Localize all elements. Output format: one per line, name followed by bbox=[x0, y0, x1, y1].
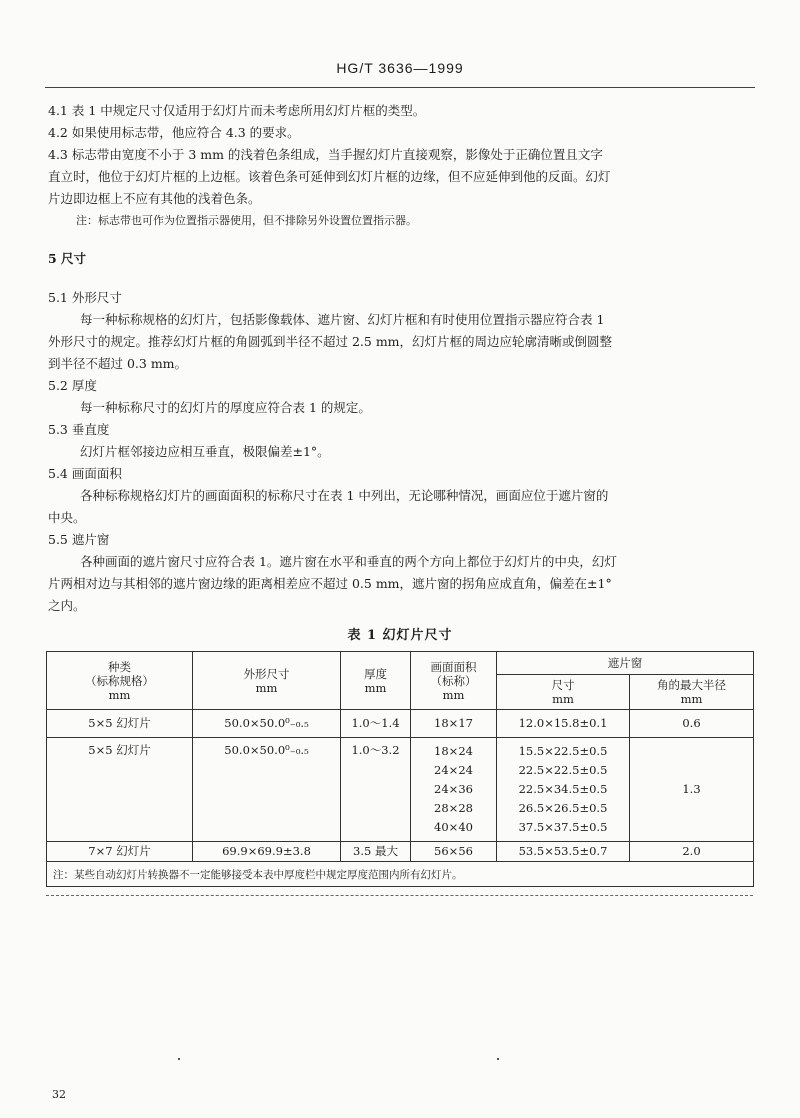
cell-area-list bbox=[411, 738, 497, 842]
header-mask-size: 尺寸 mm bbox=[497, 675, 630, 710]
cell-corner-radius: 1.3 bbox=[630, 738, 754, 842]
scan-speck bbox=[178, 1058, 180, 1060]
mask-value: 22.5×22.5±0.5 bbox=[518, 763, 608, 777]
table-note: 注：某些自动幻灯片转换器不一定能够接受本表中厚度栏中规定厚度范围内所有幻灯片。 bbox=[47, 862, 754, 887]
table-row bbox=[47, 738, 754, 842]
area-value: 24×24 bbox=[434, 763, 473, 777]
header-mask-window: 遮片窗 bbox=[497, 652, 754, 675]
clause-5-5-line: 片两相对边与其相邻的遮片窗边缘的距离相差应不超过 0.5 mm，遮片窗的拐角应成直角，偏差在±1° bbox=[48, 576, 612, 591]
cell-outer: 69.9×69.9±3.8 bbox=[193, 842, 341, 862]
scan-speck bbox=[497, 1058, 499, 1060]
cell-mask-size: 53.5×53.5±0.7 bbox=[497, 842, 630, 862]
clause-5-4-line: 中央。 bbox=[48, 510, 86, 525]
clause-5-2-line: 每一种标称尺寸的幻灯片的厚度应符合表 1 的规定。 bbox=[80, 400, 371, 415]
clause-5-3-line: 幻灯片框邻接边应相互垂直，极限偏差±1°。 bbox=[80, 444, 330, 459]
cell-thickness: 1.0～3.2 bbox=[341, 738, 411, 842]
clause-5-5-line: 各种画面的遮片窗尺寸应符合表 1。遮片窗在水平和垂直的两个方向上都位于幻灯片的中央，幻灯 bbox=[80, 554, 617, 569]
area-value: 24×36 bbox=[434, 782, 473, 796]
clause-5-5-line: 之内。 bbox=[48, 598, 86, 613]
cell-thickness: 3.5 最大 bbox=[341, 842, 411, 862]
area-value: 40×40 bbox=[434, 820, 473, 834]
clause-4-3-line: 片边即边框上不应有其他的浅着色条。 bbox=[48, 191, 261, 206]
clause-5-4-title: 5.4 画面面积 bbox=[48, 466, 122, 481]
cell-mask-size: 12.0×15.8±0.1 bbox=[497, 710, 630, 738]
slide-dimensions-table bbox=[46, 651, 754, 887]
page-number: 32 bbox=[52, 1088, 66, 1101]
clause-4-3-line: 4.3 标志带由宽度不小于 3 mm 的浅着色条组成，当手握幻灯片直接观察，影像处于正确位置且文字 bbox=[48, 147, 603, 162]
cell-thickness: 1.0～1.4 bbox=[341, 710, 411, 738]
clause-5-1-line: 到半径不超过 0.3 mm。 bbox=[48, 356, 188, 371]
clauses-4 bbox=[48, 100, 730, 232]
header-rule bbox=[45, 87, 755, 88]
cell-corner-radius: 2.0 bbox=[630, 842, 754, 862]
clause-5-3-title: 5.3 垂直度 bbox=[48, 422, 110, 437]
mask-value: 37.5×37.5±0.5 bbox=[518, 820, 608, 834]
cell-mask-list bbox=[497, 738, 630, 842]
clause-5-1-title: 5.1 外形尺寸 bbox=[48, 290, 122, 305]
cell-corner-radius: 0.6 bbox=[630, 710, 754, 738]
page-header-code: HG/T 3636—1999 bbox=[336, 60, 464, 76]
cell-area: 18×17 bbox=[411, 710, 497, 738]
section-5-title: 5 尺寸 bbox=[48, 251, 87, 266]
mask-value: 22.5×34.5±0.5 bbox=[518, 782, 608, 796]
cell-outer: 50.0×50.0⁰₋₀.₅ bbox=[193, 710, 341, 738]
clause-5-1-line: 每一种标称规格的幻灯片，包括影像载体、遮片窗、幻灯片框和有时使用位置指示器应符合表 1 bbox=[80, 312, 605, 327]
header-mask-corner-radius: 角的最大半径 mm bbox=[630, 675, 754, 710]
area-value: 28×28 bbox=[434, 801, 473, 815]
table-row bbox=[47, 842, 754, 862]
clause-5-5-title: 5.5 遮片窗 bbox=[48, 532, 110, 547]
clause-4-3-line: 直立时，他位于幻灯片框的上边框。该着色条可延伸到幻灯片框的边缘，但不应延伸到他的反面。幻灯 bbox=[48, 169, 611, 184]
clause-5-4-line: 各种标称规格幻灯片的画面面积的标称尺寸在表 1 中列出，无论哪种情况，画面应位于遮片窗的 bbox=[80, 488, 609, 503]
mask-value: 26.5×26.5±0.5 bbox=[518, 801, 608, 815]
note-marker-band: 注：标志带也可作为位置指示器使用，但不排除另外设置位置指示器。 bbox=[76, 214, 417, 227]
header-thickness: 厚度 mm bbox=[341, 652, 411, 710]
header-type: 种类 （标称规格） mm bbox=[47, 652, 193, 710]
clause-5-2-title: 5.2 厚度 bbox=[48, 378, 97, 393]
table-row bbox=[47, 710, 754, 738]
clause-5-1-line: 外形尺寸的规定。推荐幻灯片框的角圆弧到半径不超过 2.5 mm，幻灯片框的周边应轮廓清晰或倒圆整 bbox=[48, 334, 613, 349]
header-outer-dimensions: 外形尺寸 mm bbox=[193, 652, 341, 710]
section-5-body bbox=[48, 287, 730, 617]
table-caption: 表 1 幻灯片尺寸 bbox=[347, 628, 453, 643]
table-bottom-rule bbox=[46, 895, 753, 896]
header-picture-area: 画面面积 （标称） mm bbox=[411, 652, 497, 710]
clause-4-2: 4.2 如果使用标志带，他应符合 4.3 的要求。 bbox=[48, 125, 300, 140]
cell-type: 5×5 幻灯片 bbox=[47, 710, 193, 738]
area-value: 18×24 bbox=[434, 744, 473, 758]
mask-value: 15.5×22.5±0.5 bbox=[518, 744, 608, 758]
cell-type: 7×7 幻灯片 bbox=[47, 842, 193, 862]
cell-area: 56×56 bbox=[411, 842, 497, 862]
clause-4-1: 4.1 表 1 中规定尺寸仅适用于幻灯片而未考虑所用幻灯片框的类型。 bbox=[48, 103, 426, 118]
cell-type: 5×5 幻灯片 bbox=[47, 738, 193, 842]
cell-outer: 50.0×50.0⁰₋₀.₅ bbox=[193, 738, 341, 842]
